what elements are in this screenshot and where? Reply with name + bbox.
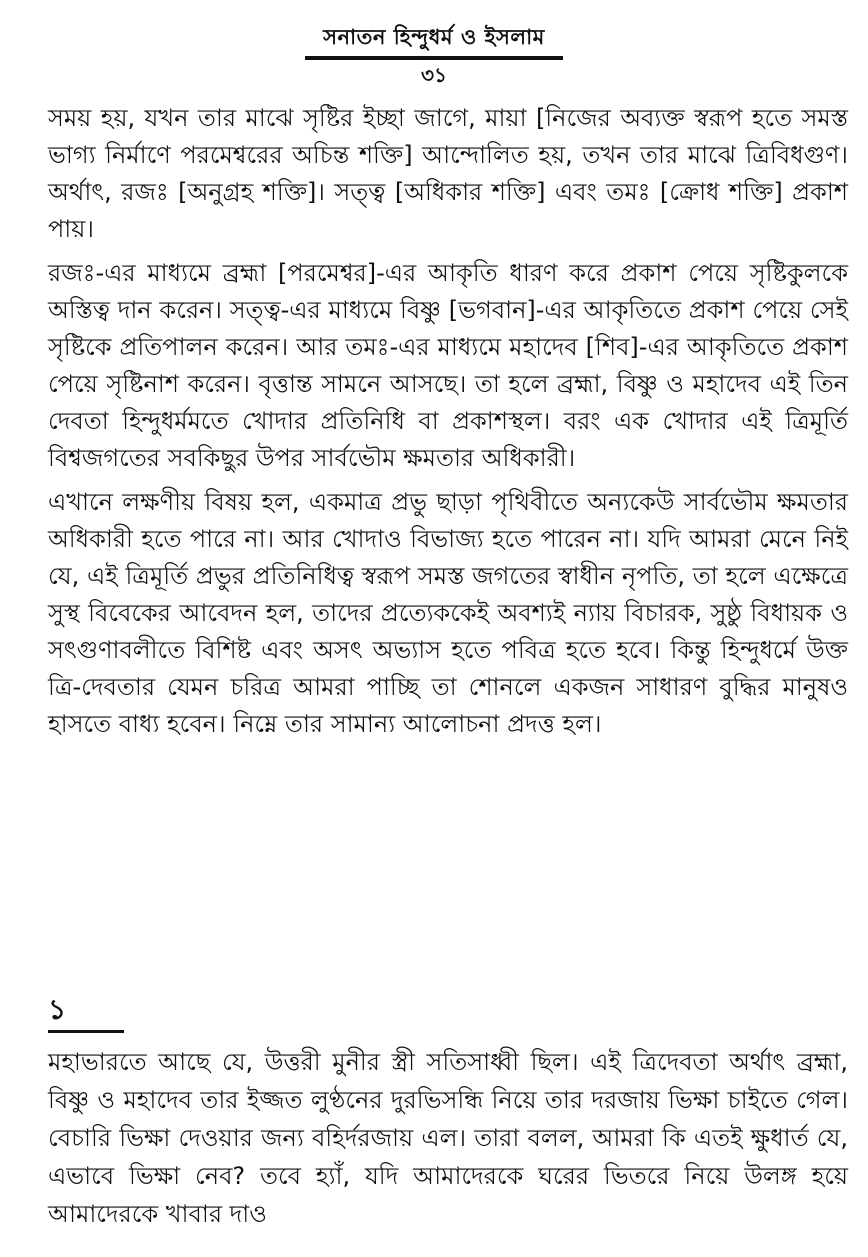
paragraph-1: সময় হয়, যখন তার মাঝে সৃষ্টির ইচ্ছা জাগে, মায়া [নিজের অব্যক্ত স্বরূপ হতে সমস্ত ভাগ্য নির্মাণে পরমেশ্বরের অচিন্ত শক্তি] আন্দোলিত হয়, তখন তার মাঝে ত্রিবিধগুণ। অর্থাৎ, রজঃ [অনুগ্রহ শক্তি]। সত্ত্ব [অধিকার শক্তি] এবং তমঃ [ক্রোধ শক্তি] প্রকাশ পায়। xyxy=(48,104,848,243)
running-title: সনাতন হিন্দুধর্ম ও ইসলাম xyxy=(305,22,563,60)
section-paragraph: মহাভারতে আছে যে, উত্তরী মুনীর স্ত্রী সতিসাধ্বী ছিল। এই ত্রিদেবতা অর্থাৎ ব্রহ্মা, বিষ্ণু ও মহাদেব তার ইজ্জত লুণ্ঠনের দুরভিসন্ধি নিয়ে তার দরজায় ভিক্ষা চাইতে গেল। বেচারি ভিক্ষা দেওয়ার জন্য বহির্দরজায় এল। তারা বলল, আমরা কি এতই ক্ষুধার্ত যে, এভাবে ভিক্ষা নেব? তবে হ্যাঁ, যদি আমাদেরকে ঘরের ভিতরে নিয়ে উলঙ্গ হয়ে আমাদেরকে খাবার দাও xyxy=(48,1048,848,1228)
page-header xyxy=(0,22,868,88)
body-text xyxy=(48,100,848,743)
numbered-section xyxy=(48,992,848,1233)
section-number: ১ xyxy=(48,992,124,1033)
paragraph-3: এখানে লক্ষণীয় বিষয় হল, একমাত্র প্রভু ছাড়া পৃথিবীতে অন্যকেউ সার্বভৌম ক্ষমতার অধিকারী হতে পারে না। আর খোদাও বিভাজ্য হতে পারেন না। যদি আমরা মেনে নিই যে, এই ত্রিমূর্তি প্রভুর প্রতিনিধিত্ব স্বরূপ সমস্ত জগতের স্বাধীন নৃপতি, তা হলে এক্ষেত্রে সুস্থ বিবেকের আবেদন হল, তাদের প্রত্যেককেই অবশ্যই ন্যায় বিচারক, সুষ্ঠু বিধায়ক ও সৎগুণাবলীতে বিশিষ্ট এবং অসৎ অভ্যাস হতে পবিত্র হতে হবে। কিন্তু হিন্দুধর্মে উক্ত ত্রি-দেবতার যেমন চরিত্র আমরা পাচ্ছি তা শোনলে একজন সাধারণ বুদ্ধির মানুষও হাসতে বাধ্য হবেন। নিম্নে তার সামান্য আলোচনা প্রদত্ত হল। xyxy=(48,488,848,738)
page-number: ৩১ xyxy=(421,63,447,87)
paragraph-2: রজঃ-এর মাধ্যমে ব্রহ্মা [পরমেশ্বর]-এর আকৃতি ধারণ করে প্রকাশ পেয়ে সৃষ্টিকুলকে অস্তিত্ব দান করেন। সত্ত্ব-এর মাধ্যমে বিষ্ণু [ভগবান]-এর আকৃতিতে প্রকাশ পেয়ে সেই সৃষ্টিকে প্রতিপালন করেন। আর তমঃ-এর মাধ্যমে মহাদেব [শিব]-এর আকৃতিতে প্রকাশ পেয়ে সৃষ্টিনাশ করেন। বৃত্তান্ত সামনে আসছে। তা হলে ব্রহ্মা, বিষ্ণু ও মহাদেব এই তিন দেবতা হিন্দুধর্মমতে খোদার প্রতিনিধি বা প্রকাশস্থল। বরং এক খোদার এই ত্রিমূর্তি বিশ্বজগতের সবকিছুর উপর সার্বভৌম ক্ষমতার অধিকারী। xyxy=(48,259,848,472)
